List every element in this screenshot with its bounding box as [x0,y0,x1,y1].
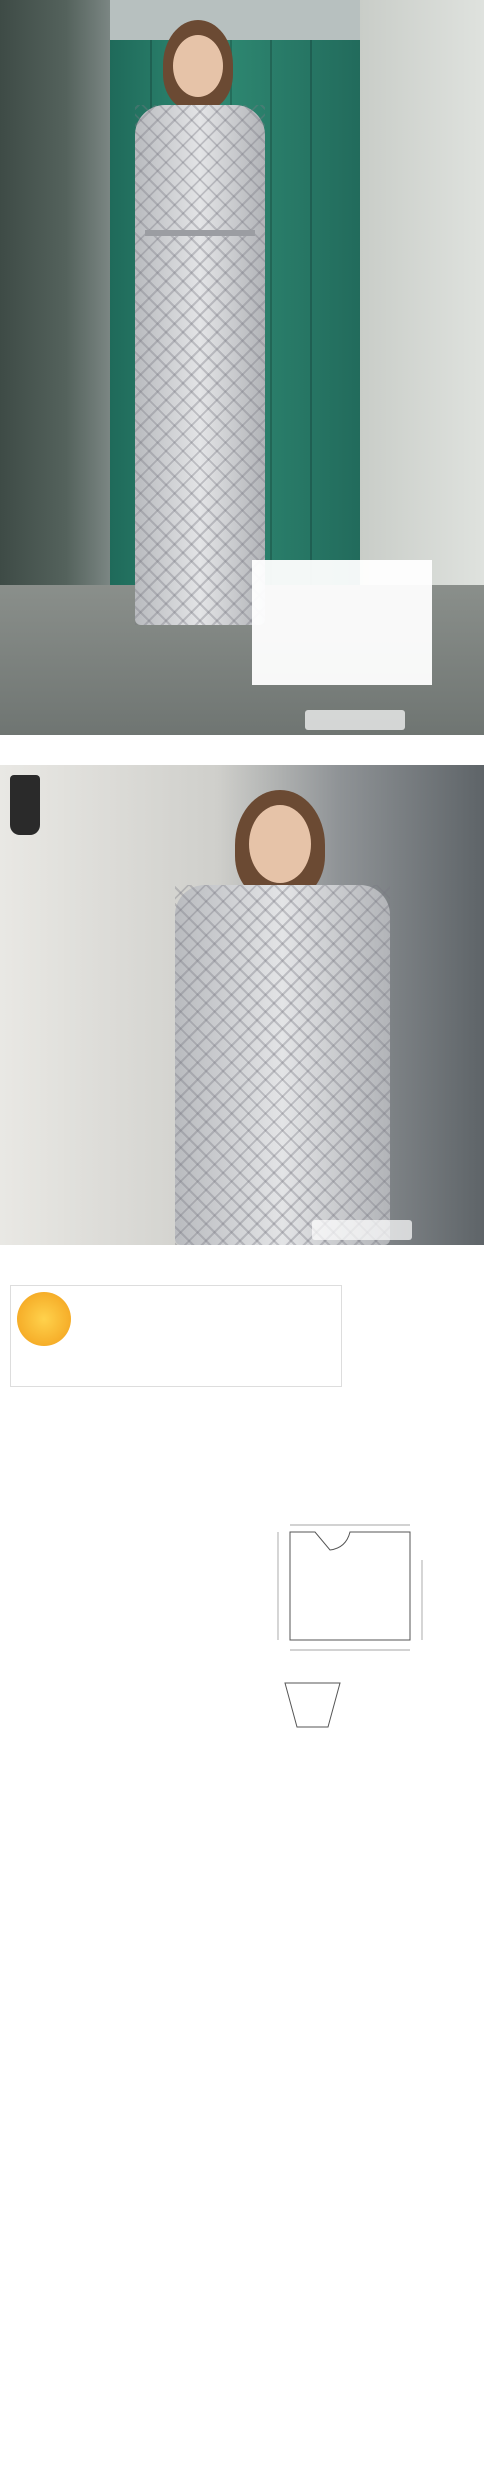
yarn-skeins [176,1326,326,1366]
yarn-ad [10,1285,342,1387]
model-figure-2 [165,785,395,1245]
body-schematic [250,1520,480,1670]
title-card [252,560,432,685]
street-lamp [10,775,40,835]
hero-photo [0,0,484,735]
second-photo [0,765,484,1245]
stitch-chart [5,1800,390,2470]
sleeve-schematic [250,1675,480,1735]
brand-logo [17,1292,71,1346]
